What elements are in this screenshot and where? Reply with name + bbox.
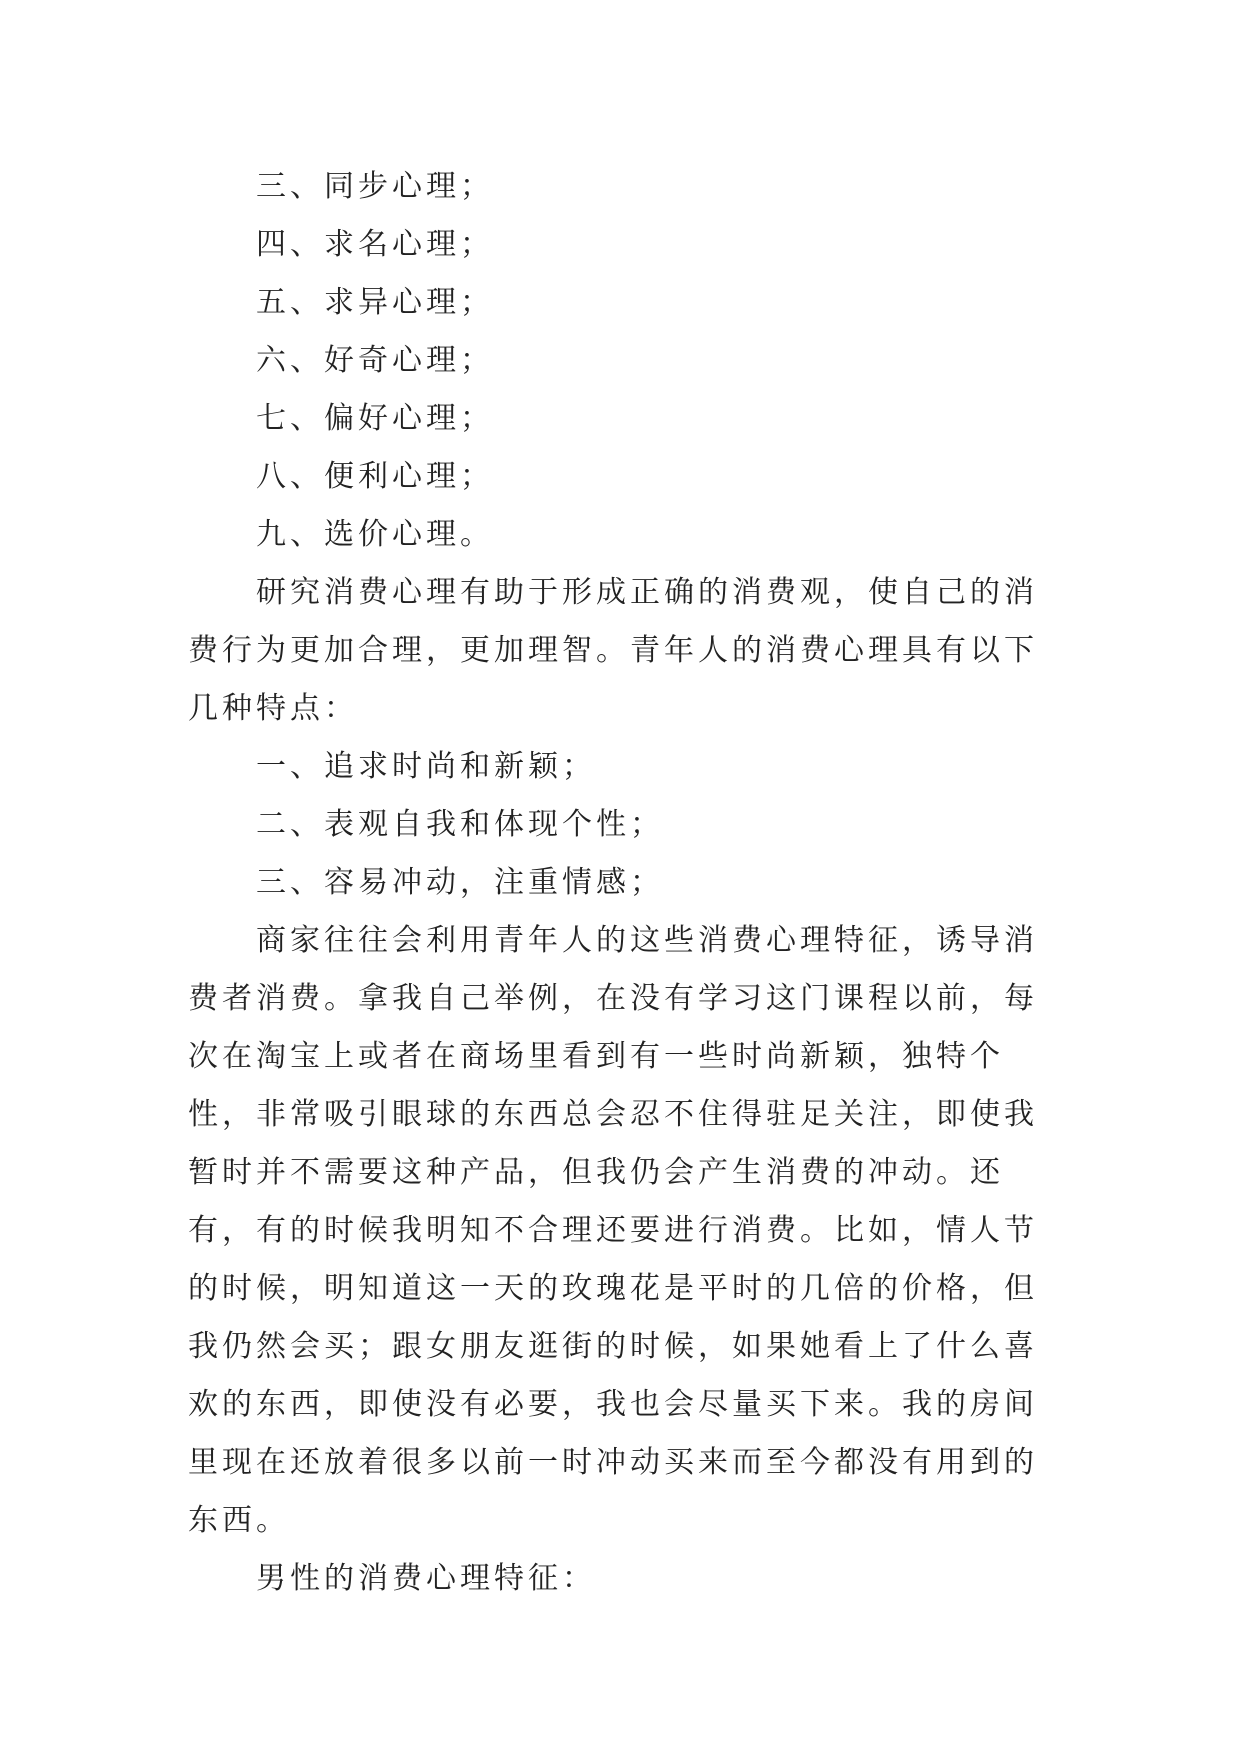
list-item-self-expression: 二、表观自我和体现个性； bbox=[256, 807, 664, 842]
list-item-fame: 四、求名心理； bbox=[256, 227, 494, 262]
list-item-price: 九、选价心理。 bbox=[256, 517, 494, 552]
section-heading-male: 男性的消费心理特征： bbox=[256, 1561, 596, 1596]
list-item-convenience: 八、便利心理； bbox=[256, 459, 494, 494]
list-item-novelty: 五、求异心理； bbox=[256, 285, 494, 320]
list-item-impulse: 三、容易冲动，注重情感； bbox=[256, 865, 664, 900]
paragraph-merchant-example: 商家往往会利用青年人的这些消费心理特征，诱导消费者消费。拿我自己举例，在没有学习这门课程以前，每次在淘宝上或者在商场里看到有一些时尚新颖，独特个性，非常吸引眼球的东西总会忍不住得驻足关注，即使我暂时并不需要这种产品，但我仍会产生消费的冲动。还有，有的时候我明知不合理还要进行消费。比如，情人节的时候，明知道这一天的玫瑰花是平时的几倍的价格，但我仍然会买；跟女朋友逛街的时候，如果她看上了什么喜欢的东西，即使没有必要，我也会尽量买下来。我的房间里现在还放着很多以前一时冲动买来而至今都没有用到的东西。 bbox=[188, 923, 1038, 1538]
list-item-curiosity: 六、好奇心理； bbox=[256, 343, 494, 378]
list-item-preference: 七、偏好心理； bbox=[256, 401, 494, 436]
list-item-sync: 三、同步心理； bbox=[256, 169, 494, 204]
paragraph-youth-intro: 研究消费心理有助于形成正确的消费观，使自己的消费行为更加合理，更加理智。青年人的消费心理具有以下几种特点： bbox=[188, 575, 1038, 726]
document-body bbox=[188, 158, 1050, 1608]
list-item-fashion: 一、追求时尚和新颖； bbox=[256, 749, 596, 784]
